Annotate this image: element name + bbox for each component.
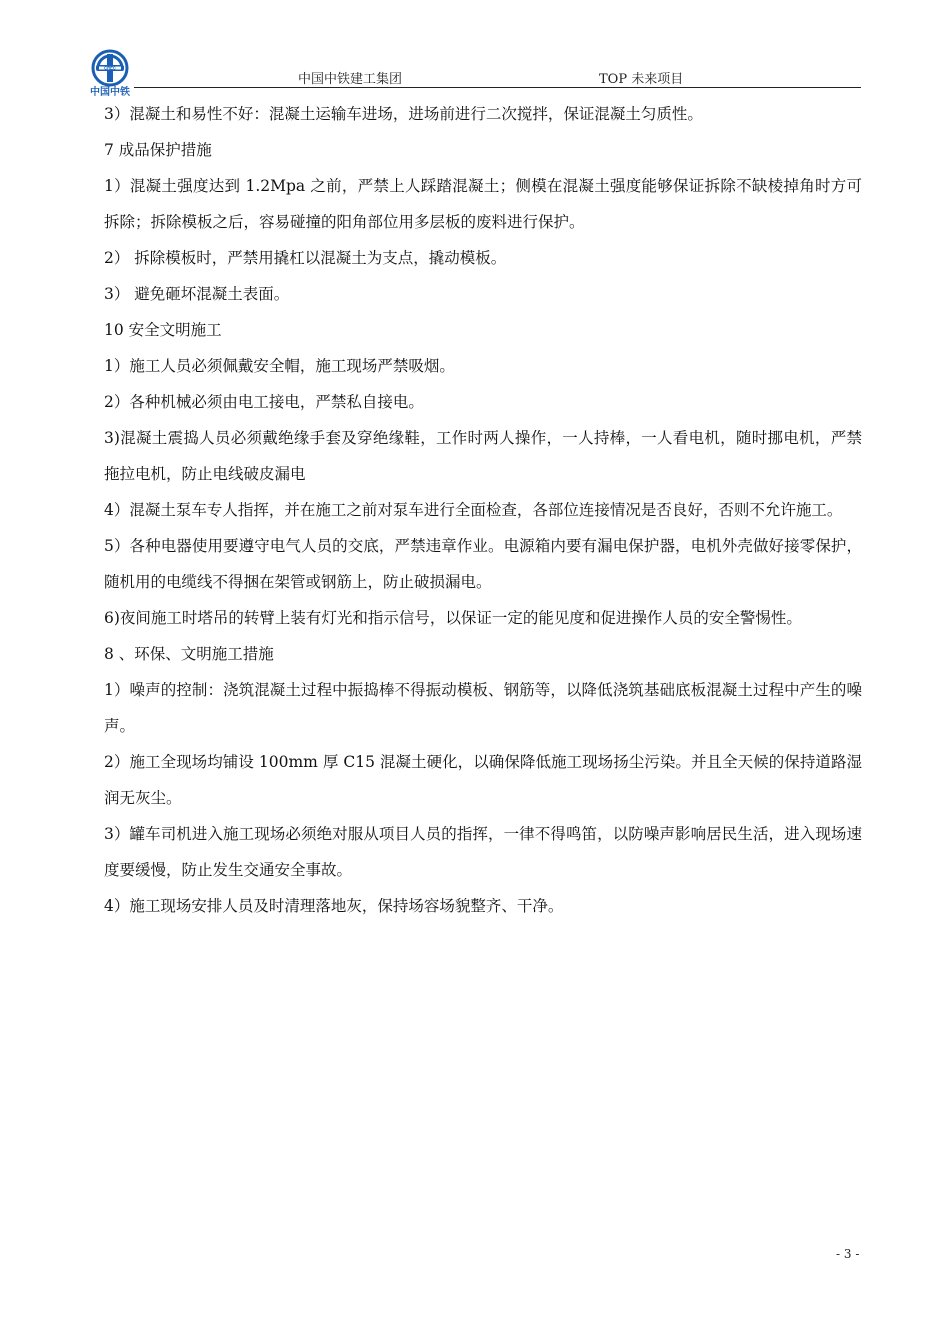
paragraph: 2）各种机械必须由电工接电，严禁私自接电。 bbox=[104, 393, 424, 411]
logo-text: 中国中铁 bbox=[90, 87, 130, 98]
paragraph: 2） 拆除模板时，严禁用撬杠以混凝土为支点，撬动模板。 bbox=[104, 249, 507, 267]
section-heading: 8 、环保、文明施工措施 bbox=[104, 645, 274, 663]
paragraph: 1）混凝土强度达到 1.2Mpa 之前，严禁上人踩踏混凝土；侧模在混凝土强度能够保证拆除不缺棱掉角时方可拆除；拆除模板之后，容易碰撞的阳角部位用多层板的废料进行保护。 bbox=[104, 177, 862, 231]
paragraph: 1）噪声的控制：浇筑混凝土过程中振捣棒不得振动模板、钢筋等，以降低浇筑基础底板混凝土过程中产生的噪声。 bbox=[104, 681, 862, 735]
paragraph: 1）施工人员必须佩戴安全帽，施工现场严禁吸烟。 bbox=[104, 357, 455, 375]
paragraph: 3）混凝土和易性不好：混凝土运输车进场，进场前进行二次搅拌，保证混凝土匀质性。 bbox=[104, 105, 703, 123]
paragraph: 4）混凝土泵车专人指挥，并在施工之前对泵车进行全面检查，各部位连接情况是否良好，否则不允许施工。 bbox=[104, 501, 843, 519]
header-project-name: TOP 未来项目 bbox=[599, 72, 684, 87]
page-number: - 3 - bbox=[836, 1247, 860, 1261]
paragraph: 2）施工全现场均铺设 100mm 厚 C15 混凝土硬化，以确保降低施工现场扬尘污染。并且全天候的保持道路湿润无灰尘。 bbox=[104, 753, 862, 807]
section-heading: 7 成品保护措施 bbox=[104, 141, 212, 159]
header-divider bbox=[134, 87, 861, 88]
paragraph: 5）各种电器使用要遵守电气人员的交底，严禁违章作业。电源箱内要有漏电保护器，电机外壳做好接零保护，随机用的电缆线不得捆在架管或钢筋上，防止破损漏电。 bbox=[104, 537, 862, 591]
paragraph: 3）罐车司机进入施工现场必须绝对服从项目人员的指挥，一律不得鸣笛，以防噪声影响居民生活，进入现场速度要缓慢，防止发生交通安全事故。 bbox=[104, 825, 862, 879]
header-company-name: 中国中铁建工集团 bbox=[298, 72, 403, 87]
paragraph: 3） 避免砸坏混凝土表面。 bbox=[104, 285, 290, 303]
svg-text:CREC: CREC bbox=[104, 65, 116, 71]
paragraph: 6)夜间施工时塔吊的转臂上装有灯光和指示信号，以保证一定的能见度和促进操作人员的安全警惕性。 bbox=[104, 609, 802, 627]
document-body bbox=[104, 96, 862, 924]
paragraph: 4）施工现场安排人员及时清理落地灰，保持场容场貌整齐、干净。 bbox=[104, 897, 564, 915]
section-heading: 10 安全文明施工 bbox=[104, 321, 222, 339]
paragraph: 3)混凝土震捣人员必须戴绝缘手套及穿绝缘鞋，工作时两人操作，一人持棒，一人看电机，随时挪电机，严禁拖拉电机，防止电线破皮漏电 bbox=[104, 429, 862, 483]
